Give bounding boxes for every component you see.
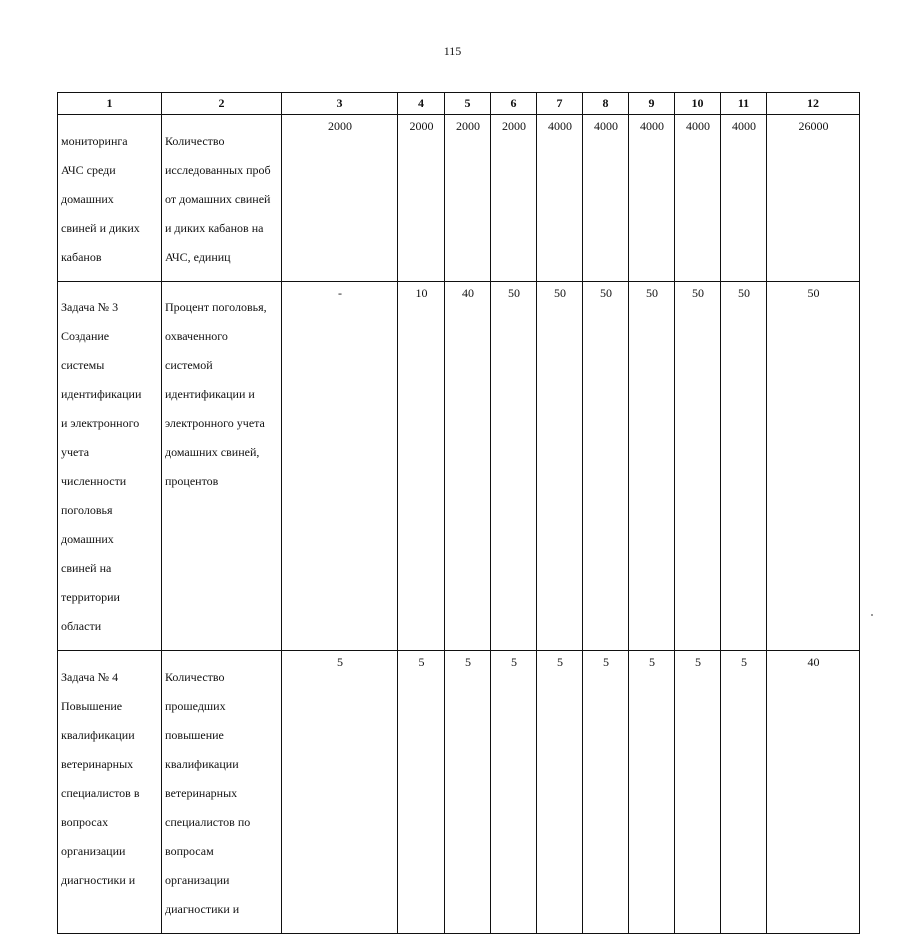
value-cell: 4000 bbox=[537, 115, 583, 282]
header-cell: 11 bbox=[721, 93, 767, 115]
task-line: вопросах bbox=[61, 814, 109, 829]
header-cell: 3 bbox=[282, 93, 398, 115]
task-line: свиней и диких bbox=[61, 220, 140, 235]
indicator-line: идентификации и bbox=[165, 387, 255, 401]
indicator-cell bbox=[162, 281, 282, 651]
task-line: ветеринарных bbox=[61, 756, 134, 771]
value-cell: 4000 bbox=[675, 115, 721, 282]
indicator-line: Процент поголовья, bbox=[165, 300, 267, 314]
indicator-line: специалистов по bbox=[165, 814, 251, 829]
total-cell: 50 bbox=[767, 281, 860, 651]
table-row bbox=[58, 115, 860, 282]
value-cell: 50 bbox=[721, 281, 767, 651]
indicator-line: электронного учета bbox=[165, 416, 265, 430]
task-line: численности bbox=[61, 474, 127, 488]
task-line: организации bbox=[61, 843, 126, 858]
value-cell: 2000 bbox=[282, 115, 398, 282]
indicator-line: Количество bbox=[165, 669, 225, 684]
total-cell: 40 bbox=[767, 651, 860, 934]
value-cell: - bbox=[282, 281, 398, 651]
indicator-line: вопросам bbox=[165, 843, 214, 858]
table-row bbox=[58, 651, 860, 934]
value-cell: 50 bbox=[491, 281, 537, 651]
indicator-line: организации bbox=[165, 872, 230, 887]
value-cell: 2000 bbox=[398, 115, 445, 282]
task-line: кабанов bbox=[61, 249, 102, 264]
indicator-cell bbox=[162, 115, 282, 282]
indicator-line: процентов bbox=[165, 474, 219, 488]
task-line: учета bbox=[61, 445, 90, 459]
table-row bbox=[58, 281, 860, 651]
value-cell: 5 bbox=[445, 651, 491, 934]
indicator-line: диагностики и bbox=[165, 901, 240, 916]
task-line: диагностики и bbox=[61, 872, 136, 887]
task-line: мониторинга bbox=[61, 133, 128, 148]
value-cell: 5 bbox=[282, 651, 398, 934]
task-line: квалификации bbox=[61, 727, 135, 742]
header-cell: 7 bbox=[537, 93, 583, 115]
task-line: Задача № 4 bbox=[61, 669, 119, 684]
header-cell: 1 bbox=[58, 93, 162, 115]
task-line: Создание bbox=[61, 329, 110, 343]
task-line: Повышение bbox=[61, 698, 123, 713]
task-line: Задача № 3 bbox=[61, 300, 119, 314]
task-name-cell bbox=[58, 651, 162, 934]
indicator-line: повышение bbox=[165, 727, 224, 742]
value-cell: 5 bbox=[537, 651, 583, 934]
value-cell: 50 bbox=[583, 281, 629, 651]
value-cell: 5 bbox=[675, 651, 721, 934]
task-line: специалистов в bbox=[61, 785, 140, 800]
task-line: области bbox=[61, 619, 102, 633]
header-row bbox=[58, 93, 860, 115]
task-line: домашних bbox=[61, 191, 114, 206]
page-number: 115 bbox=[443, 44, 462, 58]
header-cell: 5 bbox=[445, 93, 491, 115]
header-cell: 12 bbox=[767, 93, 860, 115]
task-line: домашних bbox=[61, 532, 114, 546]
indicator-line: охваченного bbox=[165, 329, 228, 343]
value-cell: 50 bbox=[537, 281, 583, 651]
value-cell: 5 bbox=[721, 651, 767, 934]
indicator-line: от домашних свиней bbox=[165, 191, 271, 206]
value-cell: 2000 bbox=[445, 115, 491, 282]
indicator-line: системой bbox=[165, 358, 213, 372]
task-line: и электронного bbox=[61, 416, 140, 430]
task-name-cell bbox=[58, 281, 162, 651]
indicator-line: квалификации bbox=[165, 756, 239, 771]
value-cell: 10 bbox=[398, 281, 445, 651]
value-cell: 50 bbox=[629, 281, 675, 651]
indicator-line: и диких кабанов на bbox=[165, 220, 264, 235]
value-cell: 5 bbox=[398, 651, 445, 934]
indicator-line: ветеринарных bbox=[165, 785, 238, 800]
scan-speck bbox=[871, 614, 873, 616]
task-line: поголовья bbox=[61, 503, 113, 517]
header-cell: 2 bbox=[162, 93, 282, 115]
task-line: идентификации bbox=[61, 387, 142, 401]
value-cell: 4000 bbox=[583, 115, 629, 282]
value-cell: 4000 bbox=[629, 115, 675, 282]
task-line: АЧС среди bbox=[61, 162, 116, 177]
header-cell: 10 bbox=[675, 93, 721, 115]
value-cell: 5 bbox=[583, 651, 629, 934]
indicator-line: Количество bbox=[165, 133, 225, 148]
value-cell: 4000 bbox=[721, 115, 767, 282]
task-line: системы bbox=[61, 358, 105, 372]
indicator-line: прошедших bbox=[165, 698, 226, 713]
indicator-line: домашних свиней, bbox=[165, 445, 260, 459]
header-cell: 8 bbox=[583, 93, 629, 115]
indicator-line: АЧС, единиц bbox=[165, 249, 231, 264]
header-cell: 4 bbox=[398, 93, 445, 115]
value-cell: 2000 bbox=[491, 115, 537, 282]
value-cell: 40 bbox=[445, 281, 491, 651]
task-line: свиней на bbox=[61, 561, 112, 575]
total-cell: 26000 bbox=[767, 115, 860, 282]
indicator-cell bbox=[162, 651, 282, 934]
value-cell: 50 bbox=[675, 281, 721, 651]
task-name-cell bbox=[58, 115, 162, 282]
value-cell: 5 bbox=[629, 651, 675, 934]
header-cell: 9 bbox=[629, 93, 675, 115]
data-table bbox=[57, 92, 860, 934]
indicator-line: исследованных проб bbox=[165, 162, 271, 177]
task-line: территории bbox=[61, 590, 120, 604]
header-cell: 6 bbox=[491, 93, 537, 115]
value-cell: 5 bbox=[491, 651, 537, 934]
